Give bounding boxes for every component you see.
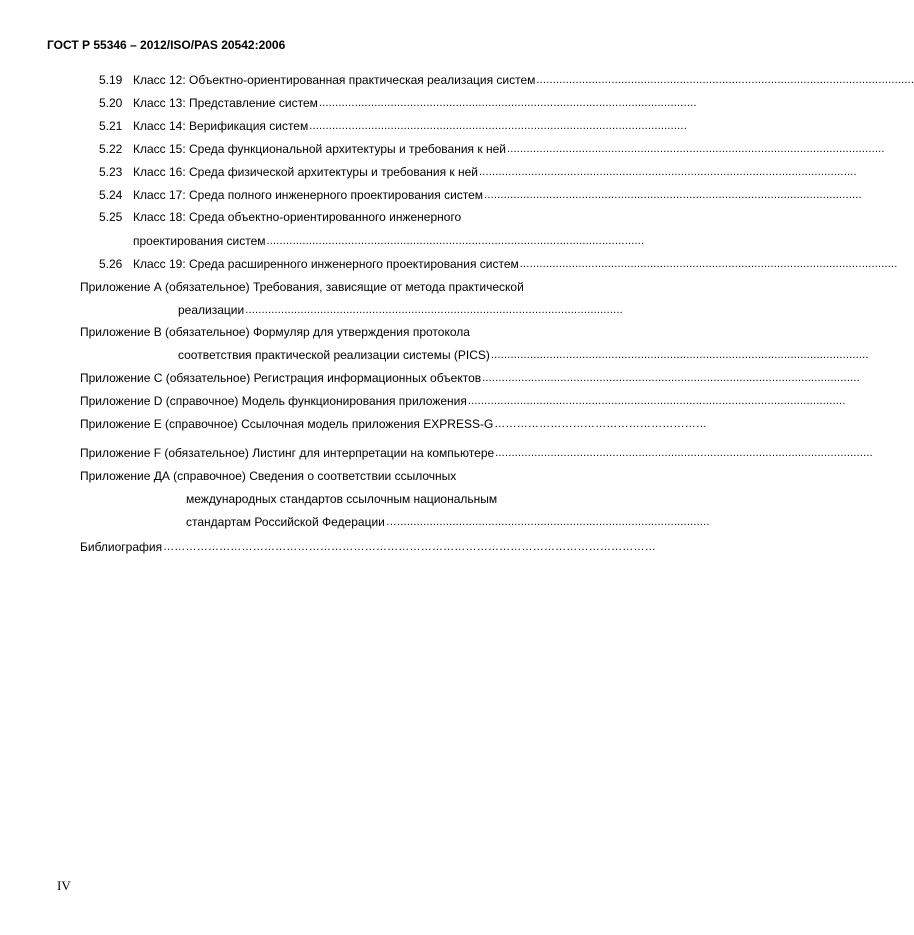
document-header: ГОСТ Р 55346 – 2012/ISO/PAS 20542:2006	[47, 38, 286, 52]
toc-entry-5-20[interactable]	[99, 95, 697, 111]
toc-entry-annex-b[interactable]	[80, 324, 601, 340]
toc-dot-leader: …................................................................................................	[385, 516, 710, 528]
toc-entry-number: 5.21	[99, 119, 123, 133]
toc-entry-title: Класс 13: Представление систем	[133, 96, 318, 110]
toc-dot-leader: ....................................................................................................................	[266, 235, 645, 247]
toc-entry-annex-e[interactable]	[80, 416, 708, 432]
toc-entry-number: 5.25	[99, 210, 123, 224]
toc-dot-leader: ....................................................................................................................	[536, 74, 914, 86]
page-number: IV	[57, 878, 71, 893]
toc-entry-annex-d[interactable]	[80, 393, 846, 409]
toc-entry-title: Класс 16: Среда физической архитектуры и требования к ней	[133, 165, 478, 179]
toc-entry-annex-b-continued[interactable]	[178, 347, 869, 363]
toc-entry-annex-a[interactable]	[80, 279, 601, 295]
toc-entry-title: Приложение F (обязательное) Листинг для интерпретации на компьютере	[80, 446, 495, 460]
toc-entry-5-19[interactable]	[99, 72, 914, 88]
toc-entry-title: Класс 18: Среда объектно-ориентированного инженерного	[133, 210, 462, 224]
toc-entry-title: Приложение Е (справочное) Ссылочная модель приложения EXPRESS-G	[80, 417, 494, 431]
toc-entry-annex-f[interactable]	[80, 445, 873, 461]
toc-entry-number: 5.23	[99, 165, 123, 179]
toc-entry-5-26[interactable]	[99, 256, 898, 272]
toc-entry-annex-da-continued[interactable]	[186, 491, 601, 507]
toc-entry-title: Класс 19: Среда расширенного инженерного проектирования систем	[133, 257, 519, 271]
toc-entry-5-24[interactable]	[99, 187, 862, 203]
toc-entry-title: Библиография	[80, 540, 163, 554]
toc-entry-title: Класс 14: Верификация систем	[133, 119, 309, 133]
toc-entry-title: Приложение D (справочное) Модель функционирования приложения	[80, 394, 467, 408]
toc-entry-5-25[interactable]	[99, 209, 601, 225]
toc-entry-title: Класс 15: Среда функциональной архитектуры и требования к ней	[133, 142, 506, 156]
toc-entry-bibliography[interactable]	[80, 539, 656, 555]
toc-entry-title: международных стандартов ссылочным национальным	[186, 492, 498, 506]
toc-entry-5-22[interactable]	[99, 141, 885, 157]
toc-entry-title: Класс 12: Объектно-ориентированная практическая реализация систем	[133, 73, 536, 87]
toc-entry-title: проектирования систем	[133, 234, 266, 248]
toc-entry-title: Приложение ДА (справочное) Сведения о соответствии ссылочных	[80, 469, 457, 483]
toc-entry-annex-a-continued[interactable]	[178, 302, 623, 318]
toc-dot-leader: ……………………………………………………………………………………………………………………	[163, 541, 656, 553]
toc-entry-title: Приложение В (обязательное) Формуляр для утверждения протокола	[80, 325, 470, 339]
toc-dot-leader: ....................................................................................................................	[467, 395, 846, 407]
toc-dot-leader: ....................................................................................................................	[506, 143, 885, 155]
toc-entry-5-25-continued[interactable]	[133, 233, 645, 249]
toc-dot-leader: ....................................................................................................................	[318, 97, 697, 109]
toc-entry-title: Приложение А (обязательное) Требования, зависящие от метода практической	[80, 280, 524, 294]
toc-entry-title: Класс 17: Среда полного инженерного проектирования систем	[133, 188, 484, 202]
toc-dot-leader: ....................................................................................................................	[495, 447, 873, 459]
toc-entry-annex-c[interactable]	[80, 370, 860, 386]
toc-entry-title: реализации	[178, 303, 245, 317]
toc-entry-title: стандартам Российской Федерации	[186, 515, 385, 529]
toc-entry-annex-da[interactable]	[80, 468, 601, 484]
toc-dot-leader: ....................................................................................................................	[490, 349, 869, 361]
toc-entry-5-21[interactable]	[99, 118, 687, 134]
toc-dot-leader: ....................................................................................................................	[479, 166, 857, 178]
toc-dot-leader: ....................................................................................................................	[484, 189, 862, 201]
toc-entry-5-23[interactable]	[99, 164, 857, 180]
toc-entry-title: соответствия практической реализации системы (PICS)	[178, 348, 490, 362]
toc-entry-title: Приложение С (обязательное) Регистрация информационных объектов	[80, 371, 482, 385]
toc-dot-leader: ....................................................................................................................	[309, 120, 687, 132]
toc-entry-number: 5.20	[99, 96, 123, 110]
toc-dot-leader: ....................................................................................................................	[245, 304, 623, 316]
toc-entry-annex-da-continued-2[interactable]	[186, 514, 710, 530]
toc-entry-number: 5.22	[99, 142, 123, 156]
toc-entry-number: 5.24	[99, 188, 123, 202]
toc-dot-leader: ....................................................................................................................	[482, 372, 860, 384]
toc-dot-leader: ....................................................................................................................	[519, 258, 898, 270]
toc-entry-number: 5.19	[99, 73, 123, 87]
toc-dot-leader: …………………………………………………	[494, 418, 708, 430]
toc-entry-number: 5.26	[99, 257, 123, 271]
